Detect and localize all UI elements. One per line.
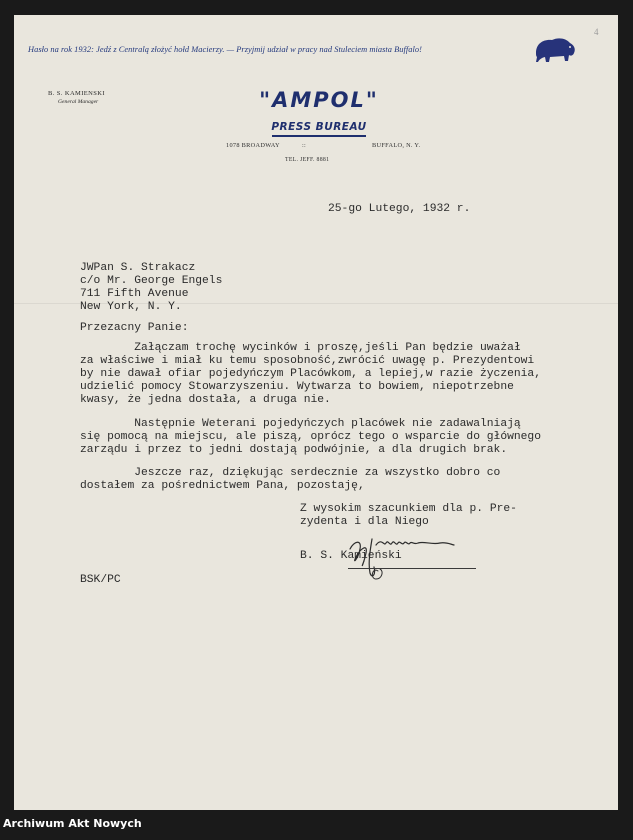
body-line: kwasy, że jedna dostała, a druga nie. bbox=[80, 394, 331, 406]
bison-icon bbox=[532, 33, 578, 67]
body-line: zarządu i przez to jedni dostają podwójnie, a dla drugich brak. bbox=[80, 444, 508, 456]
letterhead-motto: Hasło na rok 1932: Jedź z Centralą złożyć hołd Macierzy. — Przyjmij udział w pracy nad Stuleciem miasta Buffalo! bbox=[28, 45, 422, 54]
sender-name: B. S. KAMIENSKI bbox=[48, 90, 105, 97]
closing-line: zydenta i dla Niego bbox=[300, 516, 429, 528]
typed-signature: B. S. Kamieński bbox=[300, 550, 402, 562]
brand-title: "AMPOL" bbox=[259, 88, 379, 112]
recipient-line: New York, N. Y. bbox=[80, 301, 182, 313]
body-line: się pomocą na miejscu, ale piszą, oprócz tego o wsparcie do głównego bbox=[80, 431, 541, 443]
address-separator: :: bbox=[302, 142, 307, 149]
sender-title: General Manager bbox=[58, 99, 99, 105]
letter-date: 25-go Lutego, 1932 r. bbox=[328, 203, 471, 215]
body-line: udzielić pomocy Stowarzyszeniu. Wytwarza to bowiem, niepotrzebne bbox=[80, 381, 514, 393]
body-line: dostałem za pośrednictwem Pana, pozostaję, bbox=[80, 480, 365, 492]
reference-initials: BSK/PC bbox=[80, 574, 121, 586]
address-city: BUFFALO, N. Y. bbox=[372, 142, 421, 149]
body-line: Następnie Weterani pojedyńczych placówek nie zadawalniają bbox=[80, 418, 521, 430]
brand-underline bbox=[272, 135, 366, 137]
brand-subtitle: PRESS BUREAU bbox=[271, 121, 367, 133]
recipient-line: JWPan S. Strakacz bbox=[80, 262, 196, 274]
recipient-line: c/o Mr. George Engels bbox=[80, 275, 223, 287]
signature-strike bbox=[348, 568, 476, 569]
letter-sheet bbox=[14, 15, 618, 810]
recipient-line: 711 Fifth Avenue bbox=[80, 288, 189, 300]
phone-number: TEL. JEFF. 8881 bbox=[285, 157, 330, 163]
address-street: 1078 BROADWAY bbox=[226, 142, 280, 149]
body-line: Załączam trochę wycinków i proszę,jeśli Pan będzie uważał bbox=[80, 342, 521, 354]
pencil-page-mark: 4 bbox=[594, 27, 599, 37]
body-line: Jeszcze raz, dziękując serdecznie za wszystko dobro co bbox=[80, 467, 501, 479]
body-line: za właściwe i miał ku temu sposobność,zwrócić uwagę p. Prezydentowi bbox=[80, 355, 535, 367]
salutation: Przezacny Panie: bbox=[80, 322, 189, 334]
body-line: by nie dawał ofiar pojedyńczym Placówkom, a lepiej,w razie życzenia, bbox=[80, 368, 541, 380]
closing-line: Z wysokim szacunkiem dla p. Pre- bbox=[300, 503, 517, 515]
archive-credit: Archiwum Akt Nowych bbox=[3, 817, 142, 830]
